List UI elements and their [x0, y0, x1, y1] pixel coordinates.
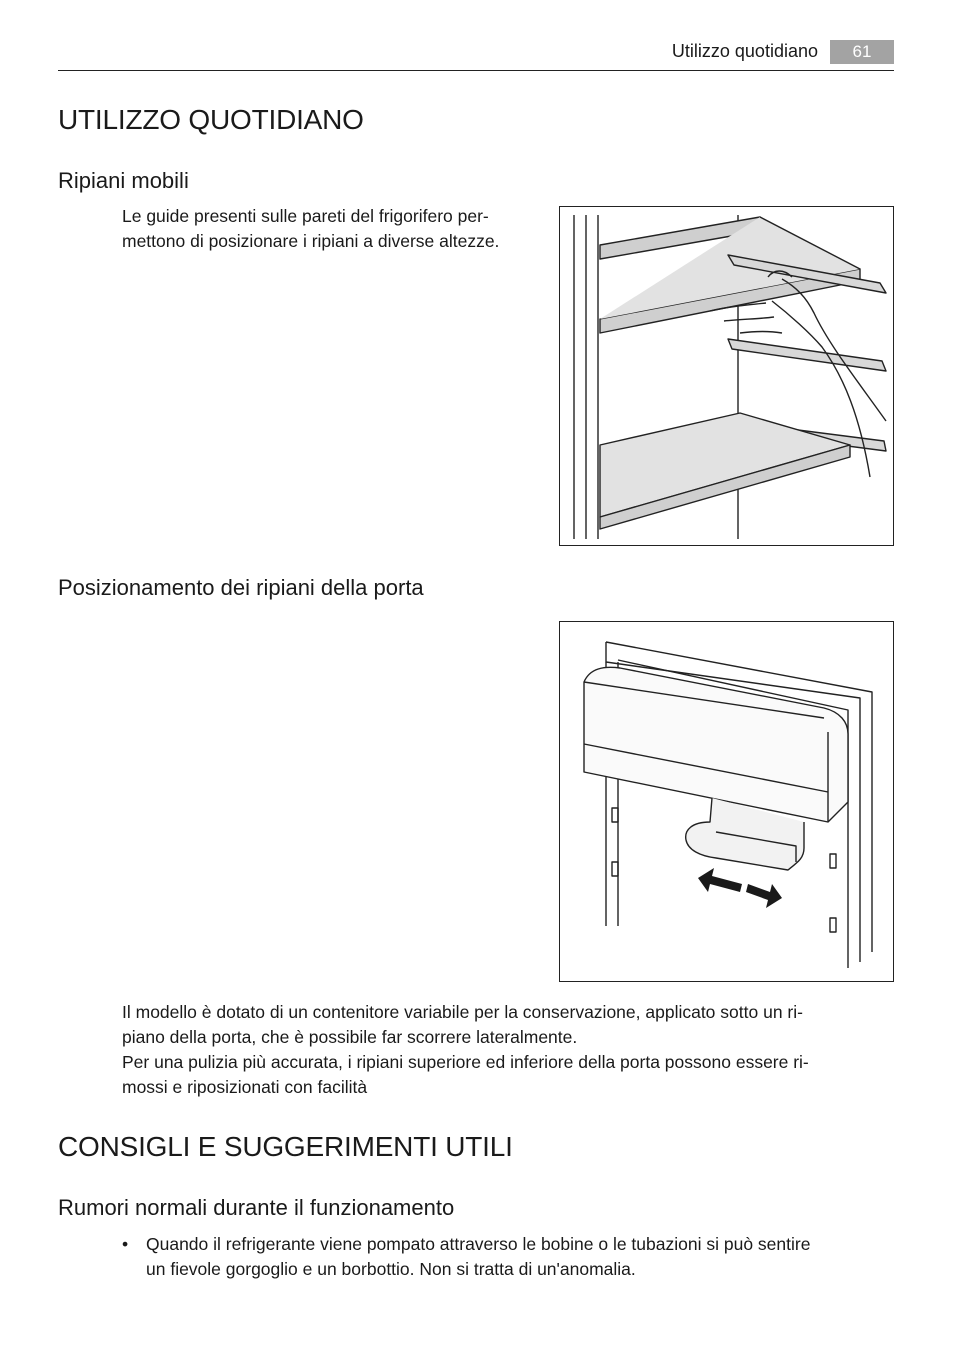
noises-bullet-list: [122, 1232, 882, 1282]
bullet-line: Quando il refrigerante viene pompato attraverso le bobine o le tubazioni si può sentire: [146, 1234, 811, 1254]
paragraph-line: Per una pulizia più accurata, i ripiani superiore ed inferiore della porta possono essere ri-: [122, 1052, 809, 1072]
door-shelf-illustration: [559, 621, 894, 982]
bullet-marker: •: [122, 1234, 129, 1254]
section-title-daily-use: UTILIZZO QUOTIDIANO: [58, 104, 364, 135]
subsection-title-door-shelves: Posizionamento dei ripiani della porta: [58, 575, 424, 600]
fridge-shelf-drawing: [560, 207, 893, 545]
door-shelf-drawing: [560, 622, 893, 981]
section-title-tips: CONSIGLI E SUGGERIMENTI UTILI: [58, 1131, 513, 1162]
list-item: [122, 1232, 882, 1282]
paragraph-line: piano della porta, che è possibile far scorrere lateralmente.: [122, 1027, 578, 1047]
subsection-title-normal-noises: Rumori normali durante il funzionamento: [58, 1195, 455, 1220]
paragraph-line: Le guide presenti sulle pareti del frigorifero per-: [122, 206, 489, 226]
door-shelves-paragraph: [122, 1000, 809, 1100]
paragraph-line: mettono di posizionare i ripiani a diverse altezze.: [122, 231, 500, 251]
page-number: 61: [830, 40, 894, 64]
bullet-line: un fievole gorgoglio e un borbottio. Non si tratta di un'anomalia.: [146, 1259, 636, 1279]
paragraph-line: Il modello è dotato di un contenitore variabile per la conservazione, applicato sotto un ri-: [122, 1002, 803, 1022]
fridge-shelf-illustration: [559, 206, 894, 546]
subsection-title-shelves: Ripiani mobili: [58, 168, 189, 193]
running-header: [58, 40, 894, 71]
shelves-paragraph: [122, 204, 499, 254]
paragraph-line: mossi e riposizionati con facilità: [122, 1077, 368, 1097]
running-title: Utilizzo quotidiano: [671, 41, 818, 61]
